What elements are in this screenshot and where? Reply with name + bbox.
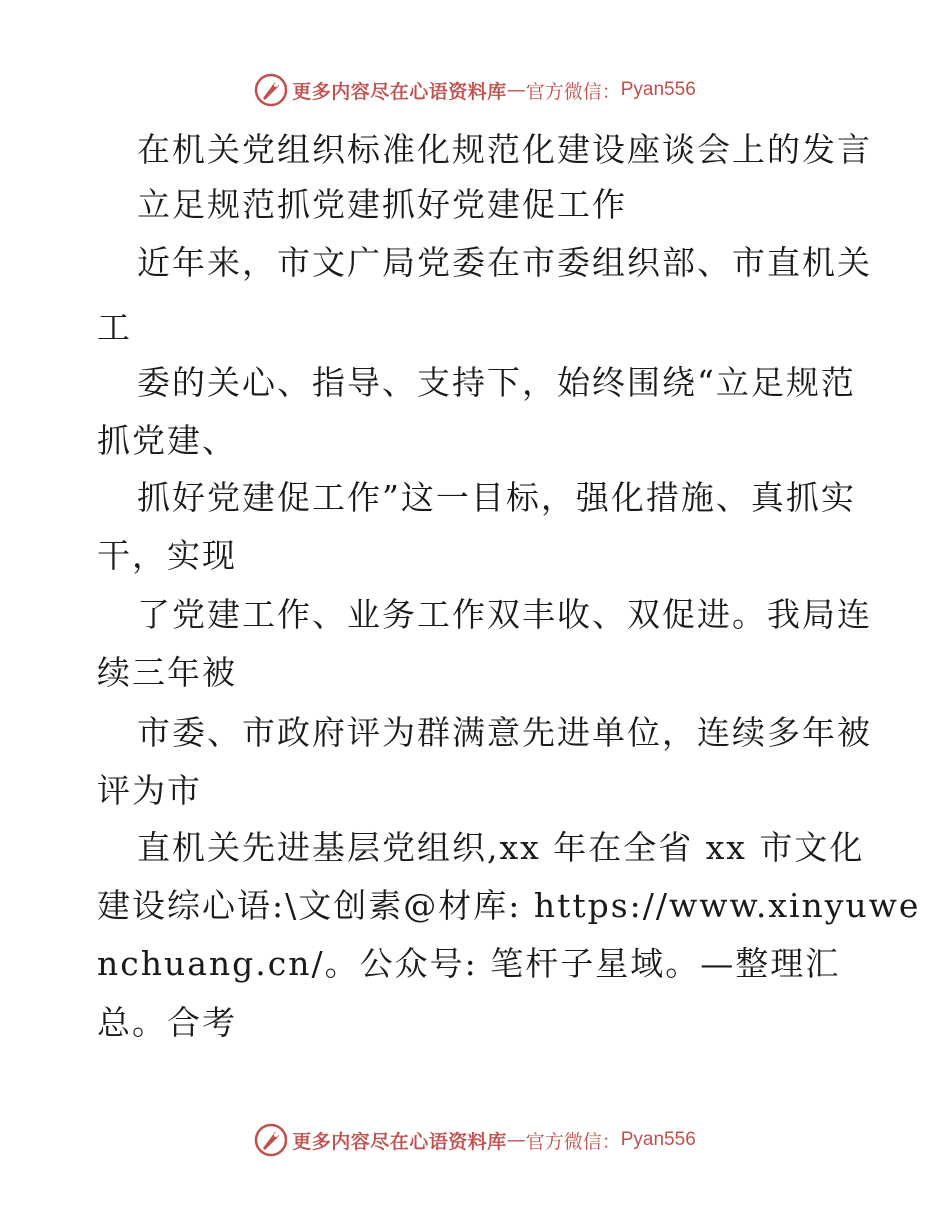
paragraph-line: 了党建工作、业务工作双丰收、双促进。我局连 bbox=[137, 595, 872, 634]
paragraph-line: 抓好党建促工作”这一目标，强化措施、真抓实 bbox=[137, 478, 856, 517]
banner-wechat-id: Pyan556 bbox=[620, 79, 696, 100]
paragraph-line: 近年来，市文广局党委在市委组织部、市直机关 bbox=[137, 243, 872, 282]
pen-nib-logo-icon bbox=[254, 73, 288, 107]
paragraph-line: 干，实现 bbox=[97, 536, 237, 575]
banner-separator: — bbox=[506, 79, 526, 101]
document-title: 在机关党组织标准化规范化建设座谈会上的发言 bbox=[137, 130, 872, 169]
pen-nib-logo-icon bbox=[254, 1123, 288, 1157]
paragraph-line: 续三年被 bbox=[97, 653, 237, 692]
banner-wechat-label: 官方微信： bbox=[525, 1130, 621, 1153]
document-subtitle: 立足规范抓党建抓好党建促工作 bbox=[137, 185, 627, 224]
header-banner bbox=[0, 70, 950, 110]
paragraph-line: 工 bbox=[97, 308, 132, 347]
paragraph-line: nchuang.cn/。公众号: 笔杆子星域。—整理汇 bbox=[97, 944, 841, 983]
banner-title: 更多内容尽在心语资料库 bbox=[292, 80, 507, 103]
banner-wechat-id: Pyan556 bbox=[620, 1129, 696, 1150]
paragraph-line: 总。合考 bbox=[97, 1003, 237, 1042]
paragraph-line: 抓党建、 bbox=[97, 421, 237, 460]
banner-separator: — bbox=[506, 1129, 526, 1151]
footer-banner bbox=[0, 1120, 950, 1160]
banner-wechat-label: 官方微信： bbox=[525, 80, 621, 103]
banner-title: 更多内容尽在心语资料库 bbox=[292, 1130, 507, 1153]
paragraph-line: 委的关心、指导、支持下，始终围绕“立足规范 bbox=[137, 363, 856, 402]
paragraph-line: 直机关先进基层党组织,xx 年在全省 xx 市文化 bbox=[137, 828, 865, 867]
paragraph-line: 评为市 bbox=[97, 771, 202, 810]
paragraph-line: 建设综心语:\文创素@材库: https://www.xinyuwe bbox=[97, 886, 921, 925]
paragraph-line: 市委、市政府评为群满意先进单位，连续多年被 bbox=[137, 713, 872, 752]
